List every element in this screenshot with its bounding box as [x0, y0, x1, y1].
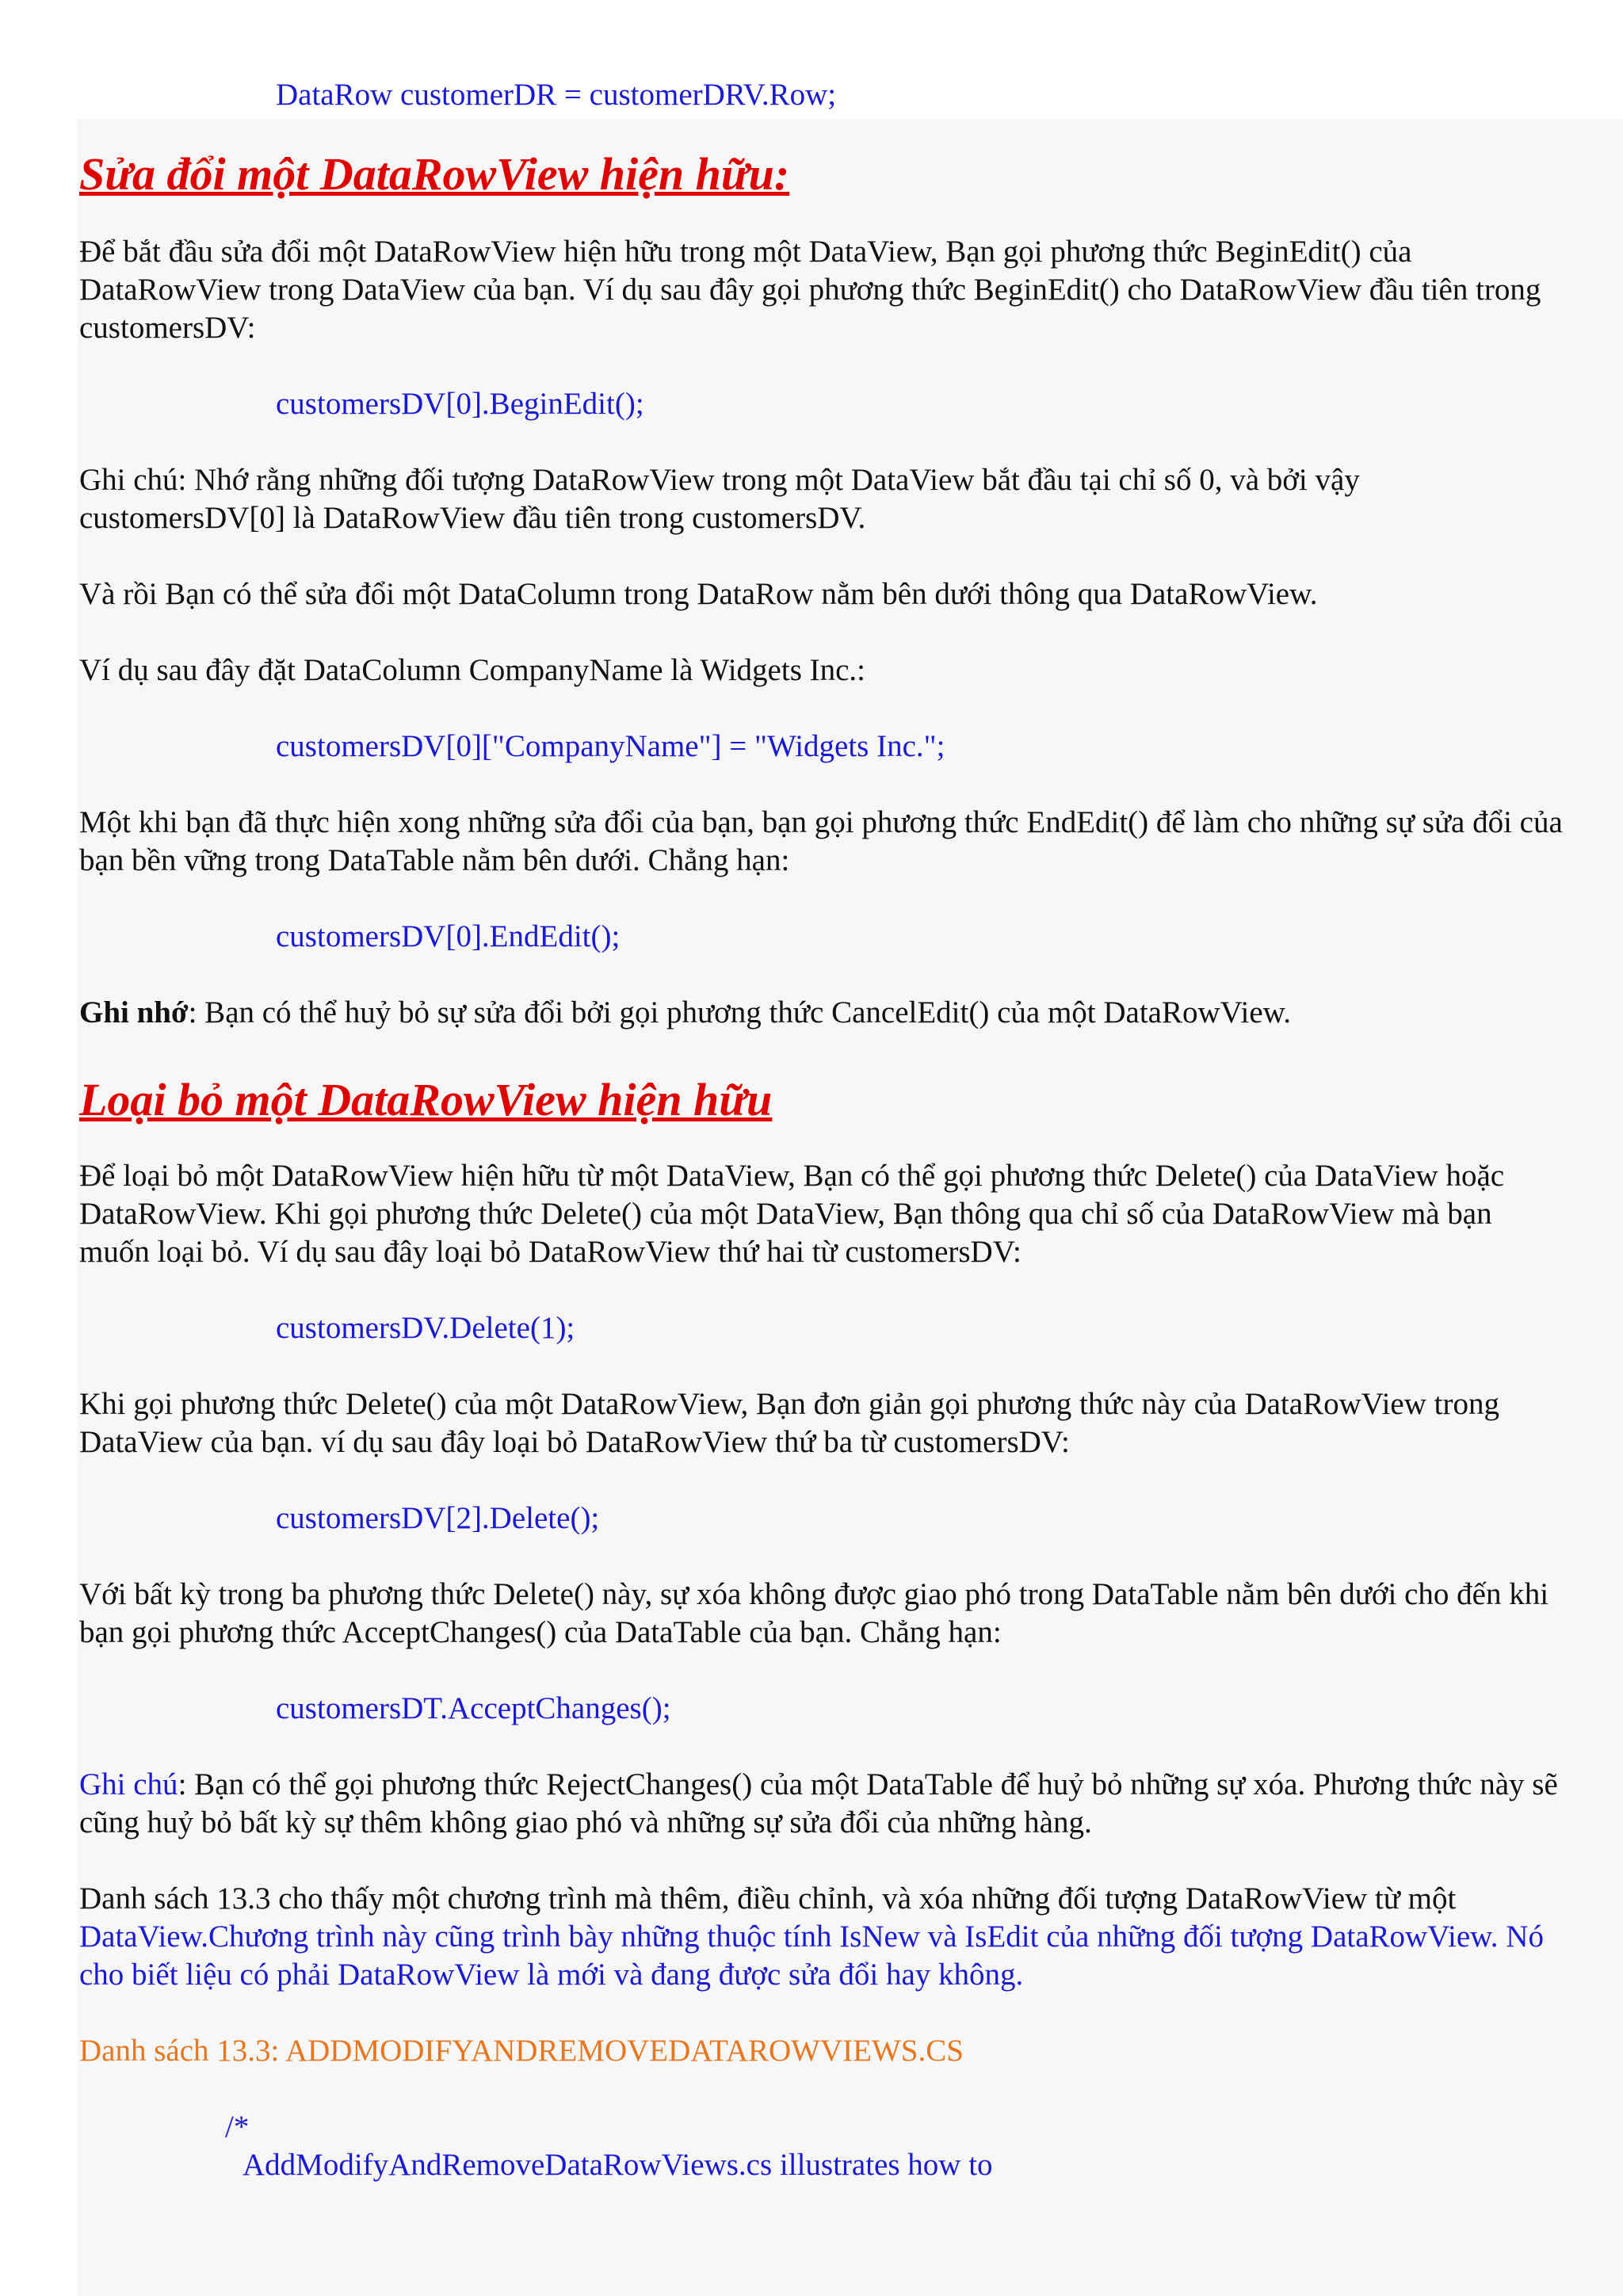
code-comment-open: /* [225, 2110, 250, 2144]
code-begin-edit: customersDV[0].BeginEdit(); [276, 387, 644, 421]
paragraph-modify-column: Và rồi Bạn có thể sửa đổi một DataColumn trong DataRow nằm bên dưới thông qua DataRowView. [79, 577, 1318, 611]
paragraph-delete-rowview: Khi gọi phương thức Delete() của một DataRowView, Bạn đơn giản gọi phương thức này của DataRowView trong DataView của bạn. ví dụ sau đây loại bỏ DataRowView thứ ba từ customersDV: [79, 1387, 1499, 1459]
code-delete-rowview: customersDV[2].Delete(); [276, 1501, 600, 1535]
code-delete-index: customersDV.Delete(1); [276, 1311, 575, 1345]
document-content [79, 76, 1569, 2184]
paragraph-begin-edit: Để bắt đầu sửa đổi một DataRowView hiện hữu trong một DataView, Bạn gọi phương thức BeginEdit() của DataRowView trong DataView của bạn. Ví dụ sau đây gọi phương thức BeginEdit() cho DataRowView đầu tiên trong customersDV: [79, 235, 1541, 345]
note-text: : Bạn có thể huỷ bỏ sự sửa đổi bởi gọi phương thức CancelEdit() của một DataRowView. [188, 995, 1292, 1030]
paragraph-listing-description [79, 1880, 1569, 1994]
code-end-edit: customersDV[0].EndEdit(); [276, 919, 621, 953]
listing-title: Danh sách 13.3: ADDMODIFYANDREMOVEDATAROWVIEWS.CS [79, 2034, 964, 2068]
paragraph-cancel-edit-note [79, 994, 1569, 1032]
paragraph-accept-changes: Với bất kỳ trong ba phương thức Delete() này, sự xóa không được giao phó trong DataTable nằm bên dưới cho đến khi bạn gọi phương thức AcceptChanges() của DataTable của bạn. Chẳng hạn: [79, 1577, 1549, 1649]
paragraph-example-company: Ví dụ sau đây đặt DataColumn CompanyName là Widgets Inc.: [79, 653, 866, 687]
paragraph-end-edit: Một khi bạn đã thực hiện xong những sửa đổi của bạn, bạn gọi phương thức EndEdit() để làm cho những sự sửa đổi của bạn bền vững trong DataTable nằm bên dưới. Chẳng hạn: [79, 805, 1563, 877]
code-company-name: customersDV[0]["CompanyName"] = "Widgets Inc."; [276, 729, 945, 763]
note-label-blue: Ghi chú [79, 1767, 178, 1801]
paragraph-note-index: Ghi chú: Nhớ rằng những đối tượng DataRowView trong một DataView bắt đầu tại chỉ số 0, và bởi vậy customersDV[0] là DataRowView đầu tiên trong customersDV. [79, 463, 1360, 535]
listing-desc-blue: DataView.Chương trình này cũng trình bày những thuộc tính IsNew và IsEdit của những đối tượng DataRowView. Nó cho biết liệu có phải DataRowView là mới và đang được sửa đổi hay không. [79, 1920, 1544, 1992]
code-comment-line: AddModifyAndRemoveDataRowViews.cs illustrates how to [242, 2148, 993, 2182]
section-heading-remove: Loại bỏ một DataRowView hiện hữu [79, 1074, 773, 1125]
paragraph-delete-intro: Để loại bỏ một DataRowView hiện hữu từ một DataView, Bạn có thể gọi phương thức Delete() của DataView hoặc DataRowView. Khi gọi phương thức Delete() của một DataView, Bạn thông qua chỉ số của DataRowView mà bạn muốn loại bỏ. Ví dụ sau đây loại bỏ DataRowView thứ hai từ customersDV: [79, 1159, 1505, 1269]
code-accept-changes: customersDT.AcceptChanges(); [276, 1691, 671, 1725]
note-text: : Bạn có thể gọi phương thức RejectChanges() của một DataTable để huỷ bỏ những sự xóa. Phương thức này sẽ cũng huỷ bỏ bất kỳ sự thêm không giao phó và những sự sửa đổi của những hàng. [79, 1767, 1558, 1839]
note-label: Ghi nhớ [79, 995, 189, 1030]
section-heading-modify: Sửa đổi một DataRowView hiện hữu: [79, 148, 790, 200]
listing-desc-black: Danh sách 13.3 cho thấy một chương trình mà thêm, điều chỉnh, và xóa những đối tượng DataRowView từ một [79, 1881, 1457, 1916]
code-datarow-customer: DataRow customerDR = customerDRV.Row; [276, 78, 837, 112]
paragraph-reject-changes-note [79, 1766, 1569, 1842]
